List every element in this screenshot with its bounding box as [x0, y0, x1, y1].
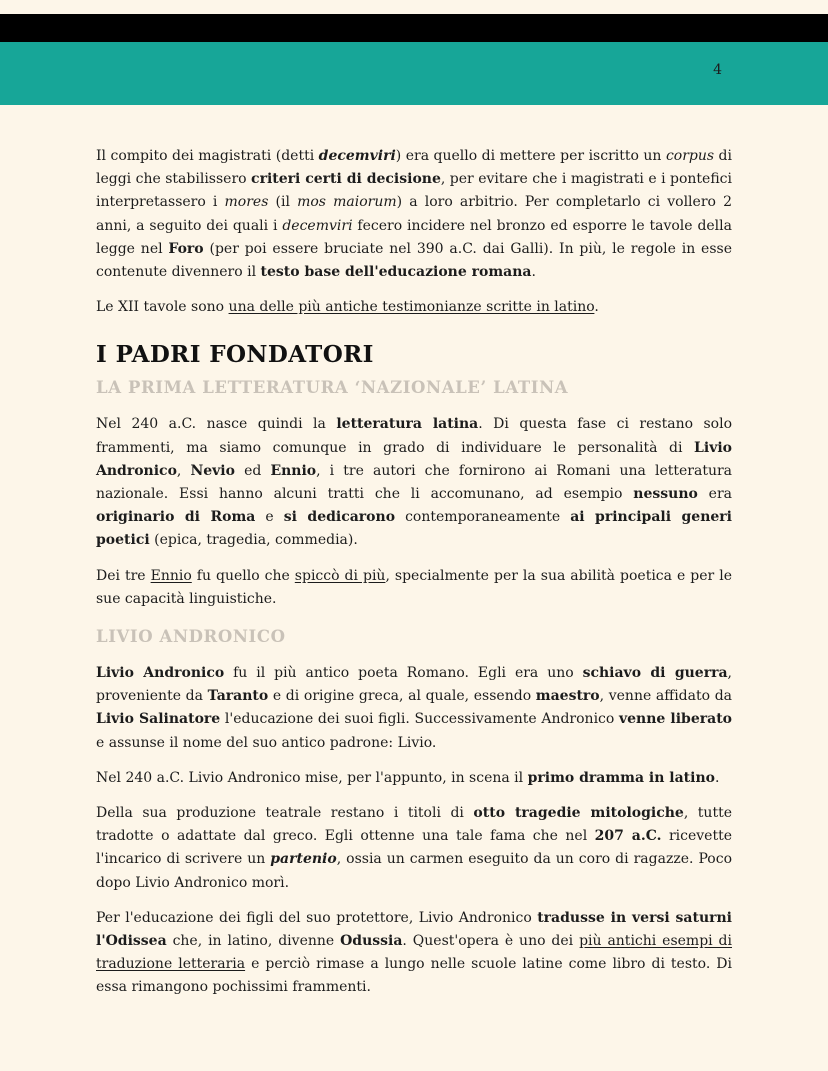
- bold-livio-salinatore: Livio Salinatore: [96, 711, 221, 728]
- subheading-prima-letteratura: LA PRIMA LETTERATURA ‘NAZIONALE’ LATINA: [96, 378, 569, 398]
- text-run: ricevette l'incarico di scrivere un: [96, 828, 732, 868]
- text-run: Della sua produzione teatrale restano i titoli di: [96, 805, 474, 822]
- text-run: (il: [268, 194, 298, 211]
- text-run: Il compito dei magistrati (detti: [96, 148, 319, 164]
- text-run: ) era quello di mettere per iscritto un: [395, 148, 666, 164]
- bold-originario-roma: originario di Roma: [96, 509, 256, 526]
- text-run: , venne affidato da: [599, 688, 733, 705]
- bold-nevio: Nevio: [190, 462, 235, 479]
- paragraph-decemviri: [96, 145, 732, 284]
- bold-letteratura-latina: letteratura latina: [336, 416, 479, 433]
- document-body: [96, 145, 732, 1012]
- underline-traduzione: più antichi esempi di traduzione letteraria: [96, 933, 732, 973]
- text-run: Nel 240 a.C. Livio Andronico mise, per l'appunto, in scena il: [96, 769, 528, 786]
- bold-si-dedicarono: si dedicarono: [283, 509, 396, 526]
- bold-criteri: criteri certi di decisione: [251, 171, 441, 188]
- bold-livio-andronico: Livio Andronico: [96, 665, 225, 682]
- emphasis-mores: mores: [224, 194, 269, 211]
- text-run: , i tre autori che fornirono ai Romani una letteratura nazionale. Essi hanno alcuni tratti che li accomunano, ad esempio: [96, 462, 732, 503]
- text-run: .: [714, 769, 720, 786]
- text-run: . Quest'opera è uno dei: [402, 933, 580, 950]
- bold-primo-dramma: primo dramma in latino: [527, 769, 715, 786]
- text-run: Per l'educazione dei figli del suo protettore, Livio Andronico: [96, 909, 538, 926]
- bold-versi-saturni: tradusse in versi saturni l'Odissea: [96, 909, 732, 950]
- text-run: contemporaneamente: [395, 509, 571, 526]
- text-run: .: [594, 299, 599, 316]
- bold-odussia: Odussia: [340, 933, 403, 950]
- text-run: e di origine greca, al quale, essendo: [268, 688, 536, 705]
- text-run: di leggi che stabilissero: [96, 148, 732, 188]
- bold-venne-liberato: venne liberato: [619, 711, 732, 728]
- text-run: , proveniente da: [96, 665, 732, 705]
- paragraph-produzione-teatrale: [96, 802, 732, 895]
- bold-maestro: maestro: [535, 688, 600, 705]
- paragraph-primo-dramma: [96, 767, 732, 790]
- text-run: l'educazione dei suoi figli. Successivamente Andronico: [220, 711, 619, 728]
- emphasis-partenio: partenio: [270, 851, 337, 868]
- header-band: [0, 42, 828, 105]
- text-run: , tutte tradotte o adattate dal greco. Egli ottenne una tale fama che nel: [96, 805, 732, 845]
- text-run: e assunse il nome del suo antico padrone: Livio.: [96, 734, 437, 751]
- text-run: era: [697, 486, 732, 503]
- bold-schiavo-guerra: schiavo di guerra: [582, 665, 728, 682]
- text-run: fu il più antico poeta Romano. Egli era uno: [224, 665, 583, 682]
- paragraph-odussia: [96, 907, 732, 1000]
- top-black-bar: [0, 14, 828, 44]
- text-run: ,: [176, 462, 191, 479]
- text-run: .: [531, 264, 536, 281]
- text-run: che, in latino, divenne: [166, 933, 341, 950]
- paragraph-xii-tavole: [96, 296, 732, 319]
- text-run: fecero incidere nel bronzo ed esporre le tavole della legge nel: [96, 217, 732, 257]
- text-run: e perciò rimase a lungo nelle scuole latine come libro di testo. Di essa rimangono pochissimi frammenti.: [96, 956, 732, 996]
- text-run: , per evitare che i magistrati e i pontefici interpretassero i: [96, 171, 732, 211]
- emphasis-corpus: corpus: [665, 148, 715, 164]
- bold-taranto: Taranto: [207, 688, 269, 705]
- text-run: Nel 240 a.C. nasce quindi la: [96, 416, 337, 433]
- bold-livio-andronico: Livio Andronico: [96, 439, 732, 479]
- bold-nessuno: nessuno: [633, 486, 698, 503]
- emphasis-mos-maiorum: mos maiorum: [297, 194, 397, 211]
- text-run: , ossia un carmen eseguito da un coro di ragazze. Poco dopo Livio Andronico morì.: [96, 851, 732, 891]
- text-run: ) a loro arbitrio. Per completarlo ci vollero 2 anni, a seguito dei quali i: [96, 194, 732, 234]
- paragraph-letteratura-latina: [96, 413, 732, 552]
- bold-ennio: Ennio: [270, 462, 317, 479]
- page-number: 4: [713, 62, 722, 78]
- underline-ennio: Ennio: [150, 567, 192, 584]
- paragraph-livio-biografia: [96, 662, 732, 755]
- emphasis-decemviri-2: decemviri: [282, 217, 353, 234]
- bold-generi-poetici: ai principali generi poetici: [96, 509, 732, 549]
- bold-otto-tragedie: otto tragedie mitologiche: [473, 805, 684, 822]
- bold-207-ac: 207 a.C.: [594, 828, 662, 845]
- paragraph-ennio: [96, 565, 732, 611]
- text-run: (per poi essere bruciate nel 390 a.C. dai Galli). In più, le regole in esse contenute divennero il: [96, 240, 732, 281]
- text-run: e: [255, 509, 284, 526]
- text-run: ed: [234, 462, 271, 479]
- bold-testo-base: testo base dell'educazione romana: [260, 264, 532, 281]
- underline-testimonianze: una delle più antiche testimonianze scritte in latino: [228, 299, 595, 316]
- text-run: (epica, tragedia, commedia).: [149, 532, 358, 549]
- emphasis-decemviri: decemviri: [318, 148, 396, 164]
- text-run: fu quello che: [191, 567, 295, 584]
- heading-padri-fondatori: I PADRI FONDATORI: [96, 341, 374, 369]
- text-run: , specialmente per la sua abilità poetica e per le sue capacità linguistiche.: [96, 567, 733, 607]
- text-run: Dei tre: [96, 567, 151, 584]
- text-run: Le XII tavole sono: [96, 299, 229, 316]
- bold-foro: Foro: [168, 240, 204, 257]
- text-run: . Di questa fase ci restano solo frammenti, ma siamo comunque in grado di individuare le personalità di: [96, 416, 732, 456]
- underline-spicco: spiccò di più: [294, 567, 386, 584]
- subheading-livio-andronico: LIVIO ANDRONICO: [96, 627, 286, 647]
